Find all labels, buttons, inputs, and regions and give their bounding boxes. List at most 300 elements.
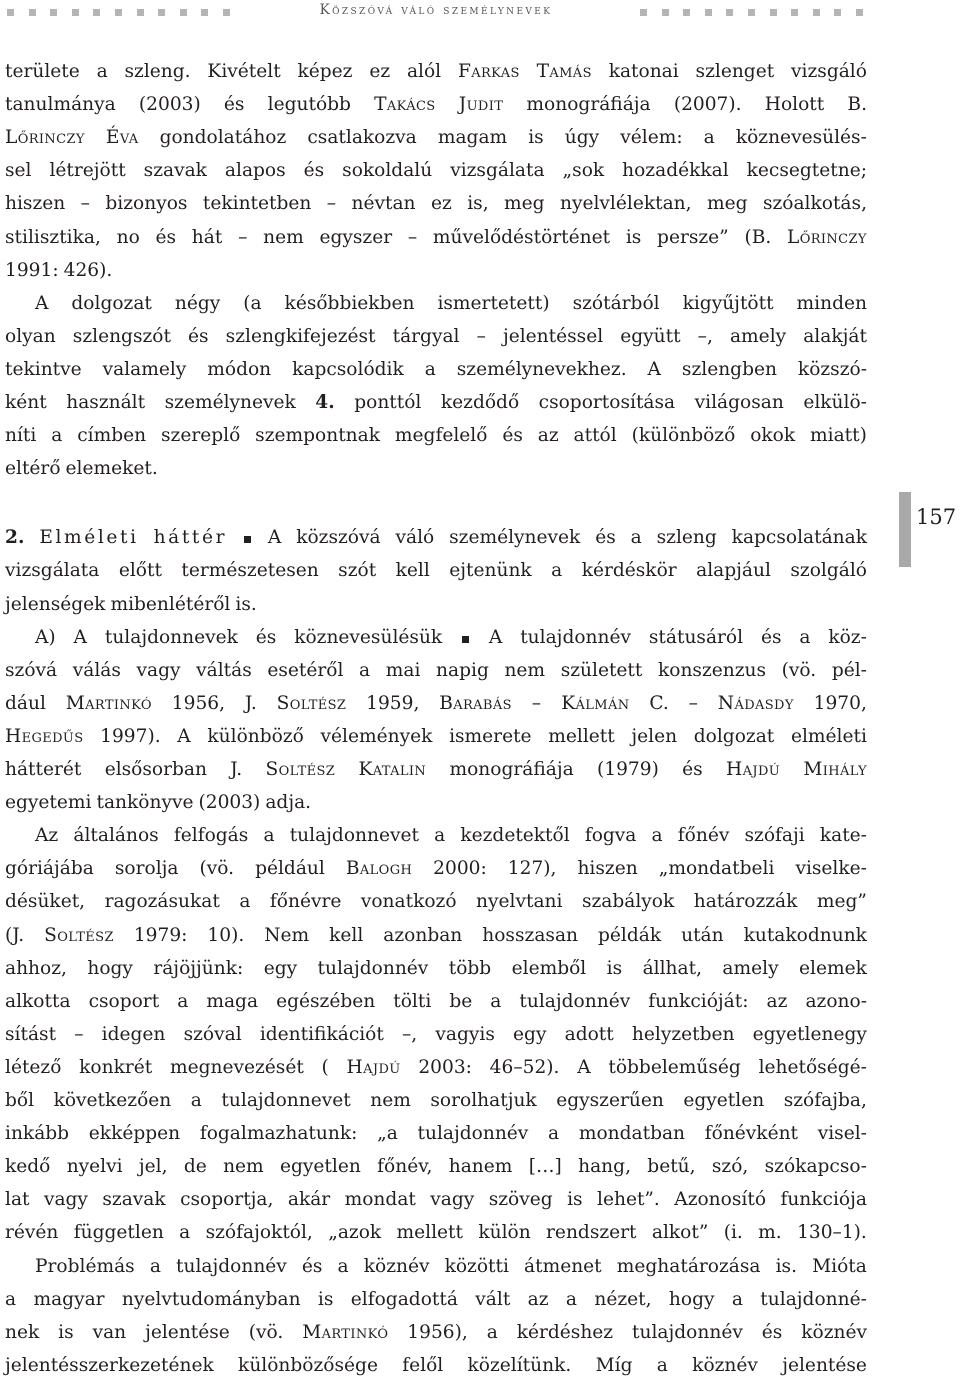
word: jelentése [782,1354,867,1376]
word: határozzák [693,891,798,913]
text-line [5,1118,867,1150]
word: elemből [511,957,587,979]
word: világosan [694,392,784,413]
word: magyar [33,1288,105,1310]
word: napig [436,659,489,681]
word: tulajdonnév [317,957,429,979]
word: funkcióját: [648,990,749,1012]
word: 4. [315,392,335,413]
word: csatlakozva [307,127,417,149]
author-name-word: Hegedűs [5,725,84,747]
word: ekképpen [88,1123,181,1145]
word: háttér [153,527,228,549]
word: is [567,1189,583,1211]
word: rendszert [546,1222,637,1244]
word: csoport [88,990,160,1012]
word: átmenet [524,1255,602,1277]
word: köz- [828,626,867,648]
text-line [5,1019,867,1051]
word: lat [5,1189,30,1211]
word: az [537,425,559,447]
word: létező [5,1056,62,1078]
word: szlengkifejezést [225,325,376,347]
word: kate- [819,825,867,847]
word: szavak [143,160,207,182]
text-line [5,1052,867,1084]
word: J. [244,692,257,714]
header-square [813,9,820,16]
word: 127), [507,858,557,880]
word: személynevek [164,392,296,413]
text-line [5,354,867,386]
word: révén [5,1222,59,1244]
word: monográfiája [449,759,574,780]
word: eltérő [5,458,61,480]
word: főnévre [269,891,342,913]
word: C. [649,692,669,714]
word: szókapcso- [764,1156,867,1178]
word: de [183,1156,207,1178]
word: stilisztika, [5,226,101,248]
word: köznév [692,1354,758,1376]
word: nem [223,1156,264,1178]
word: 2003: [418,1056,472,1078]
word: hát [191,226,223,248]
word: használt [66,392,146,413]
word: (különböző [631,425,736,447]
word: adott [564,1023,614,1045]
word: tárgyal [392,325,460,347]
word: együtt [620,325,681,347]
word: váltás [196,659,252,681]
word: m. [758,1222,782,1244]
word: ismerete [449,725,532,747]
word: attól [573,425,617,447]
word: vagy [136,659,181,681]
word: dául [5,692,46,714]
word: különböző [207,725,304,747]
author-name-word: Barabás [439,692,512,714]
word: is [625,226,642,248]
word: a [630,527,642,549]
word: a [651,825,663,847]
word: hogy [668,1288,715,1310]
word: hiszen [577,858,638,880]
word: a [177,990,189,1012]
word: vagyis [435,1023,495,1045]
word: egyetlen [683,1090,765,1111]
word: no [116,226,140,248]
word: Problémás [35,1255,135,1277]
author-name-word: Martinkó [65,692,152,714]
word: vált [475,1288,511,1310]
word: a [565,1288,578,1310]
word: művelődéstörténet [432,226,611,248]
word: B. [847,94,867,116]
author-name-word: Hajdú [346,1056,401,1078]
word: vizsgálata [450,160,545,182]
word: Holott [764,94,825,116]
word: ismertetett) [437,292,550,314]
word: nyelvtudományban [121,1288,301,1310]
word: a [179,1222,191,1244]
word: a [434,825,446,847]
word: amely [729,325,787,347]
text-line [35,622,867,654]
word: fogalmazhatunk: [199,1123,358,1145]
word: A [73,626,87,648]
word: okok [750,425,796,447]
word: bizonyos [105,193,188,215]
word: alapos [224,160,286,182]
word: 1997). [100,725,161,747]
word: szöveg [488,1189,553,1211]
word: különbözősége [238,1354,378,1376]
word: és [760,626,782,648]
text-line [5,787,867,819]
word: a [656,1354,668,1376]
word: jel, [138,1156,168,1178]
header-square [856,9,863,16]
header-square [50,9,57,16]
text-line [5,721,867,753]
word: is. [775,1255,798,1277]
word: megnevezését [169,1056,304,1078]
word: tölti [393,990,432,1012]
word: későbbiekben [284,292,415,314]
word: „azok [328,1222,382,1244]
word: az [527,1288,549,1310]
author-name-word: Soltész [44,924,114,946]
word: jelentése [145,1321,230,1343]
author-name-word: Nádasdy [717,692,794,714]
word: 1991: [5,259,59,281]
word: A [267,527,282,549]
author-name-word: Farkas [457,61,520,82]
word: a [551,560,563,582]
word: főnév, [377,1156,433,1178]
word: képez [297,61,353,82]
word: jelentéssel [502,325,604,347]
word: – [80,193,90,215]
word: szolgáló [790,560,867,582]
header-square [834,9,841,16]
section-bullet-icon [462,636,469,643]
word: köznév [801,1321,867,1343]
text-line [5,453,867,485]
word: szófajba, [783,1090,867,1111]
word: közötti [444,1255,509,1277]
text-line [5,754,867,786]
header-square [640,9,647,16]
word: adja. [265,792,312,814]
word: Nem [264,924,310,946]
word: a [337,1255,349,1277]
word: 1979: [133,924,188,946]
word: (a [243,292,262,314]
word: szlengben [681,358,777,380]
word: miatt) [810,425,867,447]
word: hátterét [5,759,82,780]
word: – [407,226,418,248]
text-line [35,288,867,320]
word: státusáról [648,626,744,648]
word: A [647,358,661,380]
word: 46–52). [489,1056,560,1078]
word: és [188,325,209,347]
word: meghatározása [616,1255,761,1277]
word: hogy [87,957,133,979]
word: felfogás [173,825,249,847]
word: egyszer [319,226,393,248]
text-line [35,820,867,852]
word: elemeket. [65,458,158,480]
word: Elméleti [39,527,139,549]
text-line [5,986,867,1018]
word: létrejött [49,160,126,182]
word: sorolja [114,858,179,880]
word: külön [478,1222,531,1244]
word: 130–1). [797,1222,867,1244]
page-number-tab [899,492,911,567]
word: csoportosítása [538,392,676,413]
word: pél- [831,659,867,681]
word: valamely [102,358,187,380]
word: J. [230,759,243,780]
word: nem [263,226,304,248]
word: alól [406,61,442,82]
word: tanulmánya [5,94,116,116]
word: személynevekhez. [456,358,627,380]
word: mai [385,659,421,681]
word: 1956), [407,1321,468,1343]
word: a [703,127,715,149]
word: szóvá [5,659,58,681]
word: alapjául [696,560,771,582]
word: egyetlenegy [752,1023,867,1045]
word: egyszerűen [556,1090,664,1111]
text-line [5,1184,867,1216]
text-line [5,122,867,154]
word: a [486,1321,498,1343]
word: lehetőségé- [758,1056,867,1078]
word: a [190,1090,202,1111]
text-line [5,222,867,254]
word: désüket, [5,891,86,913]
word: területe [5,61,80,82]
word: kutakodnunk [743,924,867,946]
text-line [5,188,867,220]
word: – [238,226,248,248]
word: mondat [344,1189,416,1211]
word: –, [697,325,713,347]
word: tulajdonnevet [289,825,419,847]
word: a [799,626,811,648]
word: azono- [805,990,867,1012]
word: nem [370,1090,411,1111]
word: 2000: [433,858,487,880]
text-line [5,920,867,952]
word: egészében [276,990,376,1012]
word: tulajdonnév [176,1255,287,1277]
word: közelítünk. [467,1354,572,1376]
word: van [92,1321,127,1343]
word: tekintve [5,358,82,380]
word: a [5,1288,17,1310]
word: monográfiája [526,94,651,116]
word: szlengszót [72,325,171,347]
word: a [359,659,371,681]
word: (2007). [673,94,742,116]
word: ez [430,193,452,215]
word: (vö. [199,858,235,880]
word: szó, [711,1156,749,1178]
author-name-word: Tamás [536,61,592,82]
word: konszenzus [657,659,767,681]
word: nek [5,1321,40,1343]
word: személynevek [449,527,581,549]
author-name-word: Balogh [345,858,413,880]
word: kérdéshez [516,1321,614,1343]
word: 10). [207,924,245,946]
word: szótárból [572,292,660,314]
author-name-word: Éva [105,127,139,149]
word: szereplő [160,425,241,447]
running-title: Közszóvá váló személynevek [319,2,553,18]
header-square [93,9,100,16]
word: kell [329,924,364,946]
word: kezdődő [440,392,520,413]
word: egy [263,957,298,979]
text-line [5,589,867,621]
text-line [5,1217,867,1249]
word: köznév [363,1255,430,1277]
word: többeleműség [608,1056,741,1078]
header-square [748,9,755,16]
text-line [5,522,867,554]
word: tekintetben [202,193,312,215]
word: tankönyve [96,792,194,814]
word: vizsgáló [791,61,867,82]
header-square [180,9,187,16]
header-square [7,9,14,16]
author-name-word: Lőrinczy [787,226,867,248]
word: (2003) [198,792,261,814]
word: elsősorban [104,759,207,780]
word: Míg [595,1354,633,1376]
word: szófaji [744,825,805,847]
word: mondatban [578,1123,686,1145]
word: sel [5,160,32,182]
word: ként [5,392,47,413]
word: sorolhatjuk [430,1090,537,1111]
word: visel- [817,1123,867,1145]
word: kérdéskör [581,560,677,582]
header-square [705,9,712,16]
header-square [29,9,36,16]
word: is. [235,593,257,615]
header-square [158,9,165,16]
word: szleng. [124,61,191,82]
word: mellett [548,725,615,747]
word: minden [796,292,867,314]
word: tulajdonnevek [104,626,238,648]
text-line [5,56,867,88]
word: általános [73,825,159,847]
word: kecsegtetne; [746,160,867,182]
word: és [502,425,523,447]
word: elemek [799,957,867,979]
word: több [448,957,492,979]
word: idegen [101,1023,166,1045]
word: ez [369,61,391,82]
word: rájöjjünk: [153,957,244,979]
header-square [770,9,777,16]
word: közszóvá [296,527,381,549]
word: níti [5,425,37,447]
word: következően [53,1090,172,1111]
word: – [74,1023,84,1045]
header-square [223,9,230,16]
word: szófajoktól, [205,1222,313,1244]
word: góriájába [5,858,94,880]
word: állhat, [642,957,703,979]
word: mibenlétéről [110,593,231,615]
word: is [317,1288,334,1310]
word: 426). [63,259,113,281]
text-line [35,1251,867,1283]
word: (2003) [138,94,201,116]
word: gondolatához [159,127,287,149]
word: vizsgálata [5,560,100,582]
word: betű, [647,1156,696,1178]
word: ahhoz, [5,957,67,979]
word: a [548,1123,560,1145]
word: négy [174,292,221,314]
text-line [5,89,867,121]
word: (i. [723,1222,743,1244]
word: nem [504,659,546,681]
word: sítást [5,1023,57,1045]
word: köznevesülés- [735,127,867,149]
text-line [5,1284,867,1316]
text-line [5,387,867,419]
word: ejtenünk [449,560,532,582]
word: A) [35,626,56,648]
word: is [58,1321,74,1343]
word: alkot” [651,1222,709,1244]
word: hiszen [5,193,66,215]
header-square [683,9,690,16]
word: és [155,226,177,248]
word: és [255,626,277,648]
word: hozadékkal [622,160,729,182]
word: olyan [5,325,56,347]
word: […] [528,1156,562,1178]
word: példák [598,924,662,946]
header-square [201,9,208,16]
word: például [255,858,325,880]
header-square [726,9,733,16]
author-name-word: Kálmán [561,692,630,714]
header-square [662,9,669,16]
word: szleng [656,527,717,549]
word: vagy [43,1189,88,1211]
text-line [5,555,867,587]
word: a [96,61,108,82]
header-square [72,9,79,16]
word: szlenget [695,61,775,82]
